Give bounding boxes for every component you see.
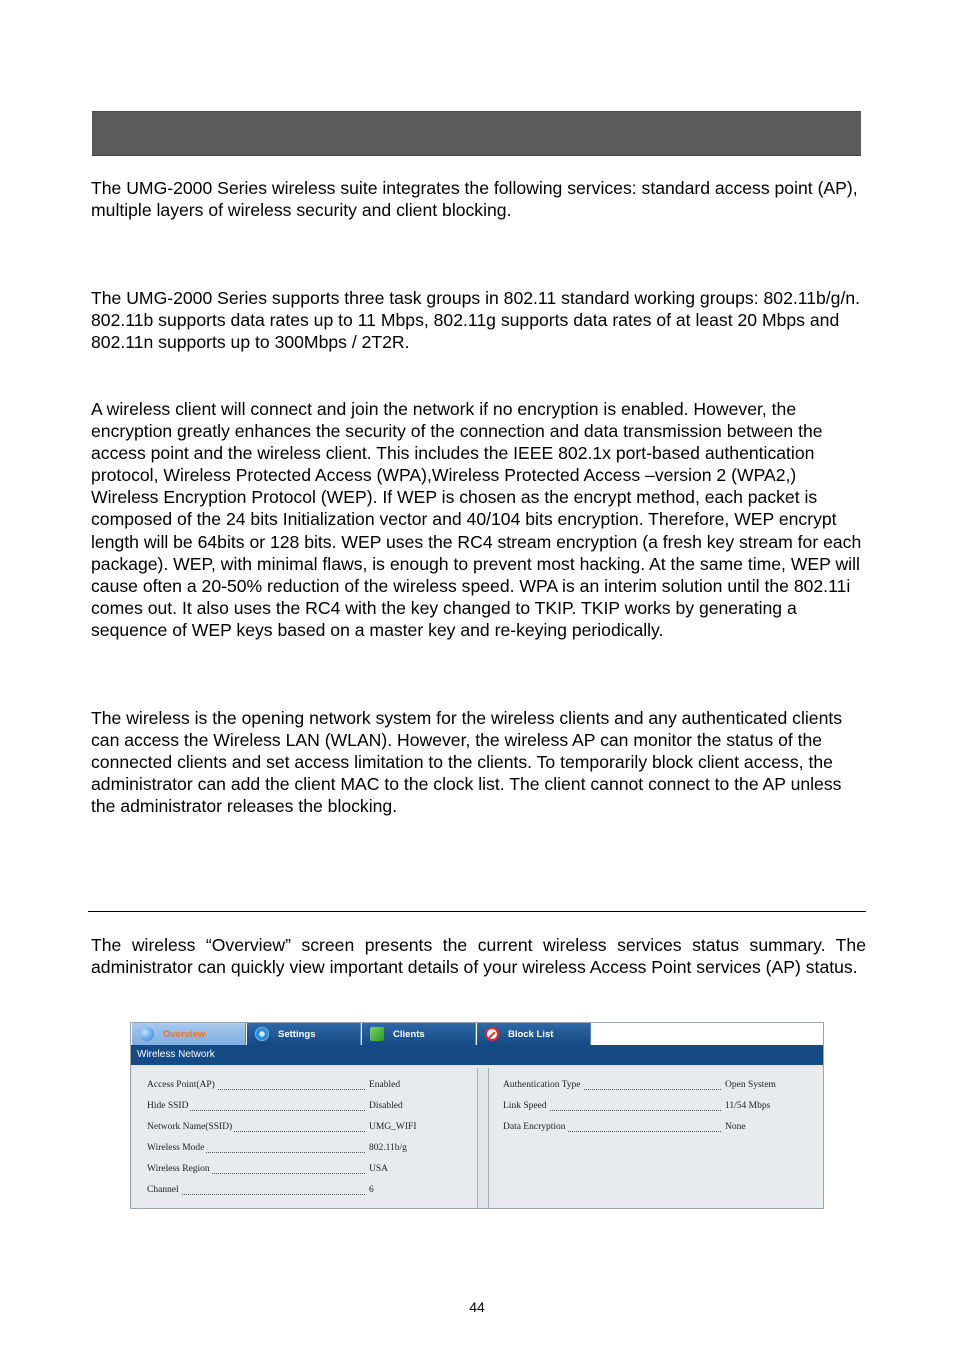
tab-label: Clients	[393, 1028, 425, 1040]
status-value: None	[725, 1122, 746, 1132]
status-row	[503, 1120, 746, 1134]
status-row	[147, 1078, 401, 1092]
right-status-column	[488, 1068, 823, 1208]
status-value: Disabled	[369, 1101, 403, 1111]
status-label: Network Name(SSID)	[147, 1122, 233, 1132]
tab-overview[interactable]	[132, 1023, 246, 1045]
clients-icon	[370, 1027, 384, 1041]
tab-settings[interactable]	[247, 1023, 361, 1045]
status-label: Access Point(AP)	[147, 1080, 215, 1090]
tab-label: Settings	[278, 1028, 316, 1040]
status-row	[147, 1120, 417, 1134]
block-icon	[485, 1027, 499, 1041]
status-value: Enabled	[369, 1080, 401, 1090]
wireless-overview-screenshot	[130, 1022, 824, 1209]
tab-clients[interactable]	[362, 1023, 476, 1045]
tab-label: Block List	[508, 1028, 554, 1040]
status-label: Link Speed	[503, 1101, 547, 1111]
status-row	[503, 1078, 776, 1092]
status-row	[147, 1141, 407, 1155]
settings-gear-icon	[255, 1027, 269, 1041]
status-value: 802.11b/g	[369, 1143, 407, 1153]
tab-bar	[131, 1023, 823, 1045]
status-label: Data Encryption	[503, 1122, 566, 1132]
wireless-icon	[140, 1027, 154, 1041]
status-label: Hide SSID	[147, 1101, 189, 1111]
status-row	[147, 1099, 403, 1113]
status-value: Open System	[725, 1080, 776, 1090]
horizontal-rule	[88, 911, 866, 912]
security-paragraph: A wireless client will connect and join the network if no encryption is enabled. However, the encryption greatly enhances the security of the connection and data transmission between the access point and the wireless client. This includes the IEEE 802.1x port-based authentication protocol, Wireless Protected Access (WPA),Wireless Protected Access –version 2 (WPA2,) Wireless Encryption Protocol (WEP). If WEP is chosen as the encrypt method, each packet is composed of the 24 bits Initialization vector and 40/104 bits encryption. Therefore, WEP encrypt length will be 64bits or 128 bits. WEP uses the RC4 stream encryption (a fresh key stream for each package). WEP, with minimal flaws, is enough to prevent most hacking. At the same time, WEP will cause often a 20-50% reduction of the wireless speed. WPA is an interim solution until the 802.11i comes out. It also uses the RC4 with the key changed to TKIP. TKIP works by generating a sequence of WEP keys based on a master key and re-keying periodically.	[91, 399, 862, 640]
page-number: 44	[469, 1299, 485, 1315]
status-label: Channel	[147, 1185, 179, 1195]
status-label: Wireless Mode	[147, 1143, 205, 1153]
left-status-column	[133, 1068, 478, 1208]
status-label: Wireless Region	[147, 1164, 210, 1174]
status-row	[147, 1183, 374, 1197]
standards-paragraph: The UMG-2000 Series supports three task groups in 802.11 standard working groups: 802.11b/g/n. 802.11b supports data rates up to 11 Mbps, 802.11g supports data rates of at least 20 Mbps and 802.11n supports up to 300Mbps / 2T2R.	[91, 288, 861, 353]
intro-paragraph: The UMG-2000 Series wireless suite integrates the following services: standard access point (AP), multiple layers of wireless security and client blocking.	[91, 178, 858, 221]
status-row	[147, 1162, 389, 1176]
section-header-bar	[92, 111, 861, 156]
status-value: 6	[369, 1185, 374, 1195]
tab-block-list[interactable]	[477, 1023, 591, 1045]
status-row	[503, 1099, 771, 1113]
tab-label: Overview	[163, 1028, 206, 1040]
client-blocking-paragraph: The wireless is the opening network system for the wireless clients and any authenticated clients can access the Wireless LAN (WLAN). However, the wireless AP can monitor the status of the connected clients and set access limitation to the clients. To temporarily block client access, the administrator can add the client MAC to the clock list. The client cannot connect to the AP unless the administrator releases the blocking.	[91, 708, 843, 817]
status-value: USA	[369, 1164, 389, 1174]
overview-paragraph: The wireless “Overview” screen presents the current wireless services status summary. The administrator can quickly view important details of your wireless Access Point services (AP) status.	[91, 935, 866, 978]
wireless-network-title: Wireless Network	[131, 1045, 823, 1065]
status-value: UMG_WIFI	[369, 1122, 417, 1132]
status-label: Authentication Type	[503, 1080, 581, 1090]
status-value: 11/54 Mbps	[725, 1101, 771, 1111]
